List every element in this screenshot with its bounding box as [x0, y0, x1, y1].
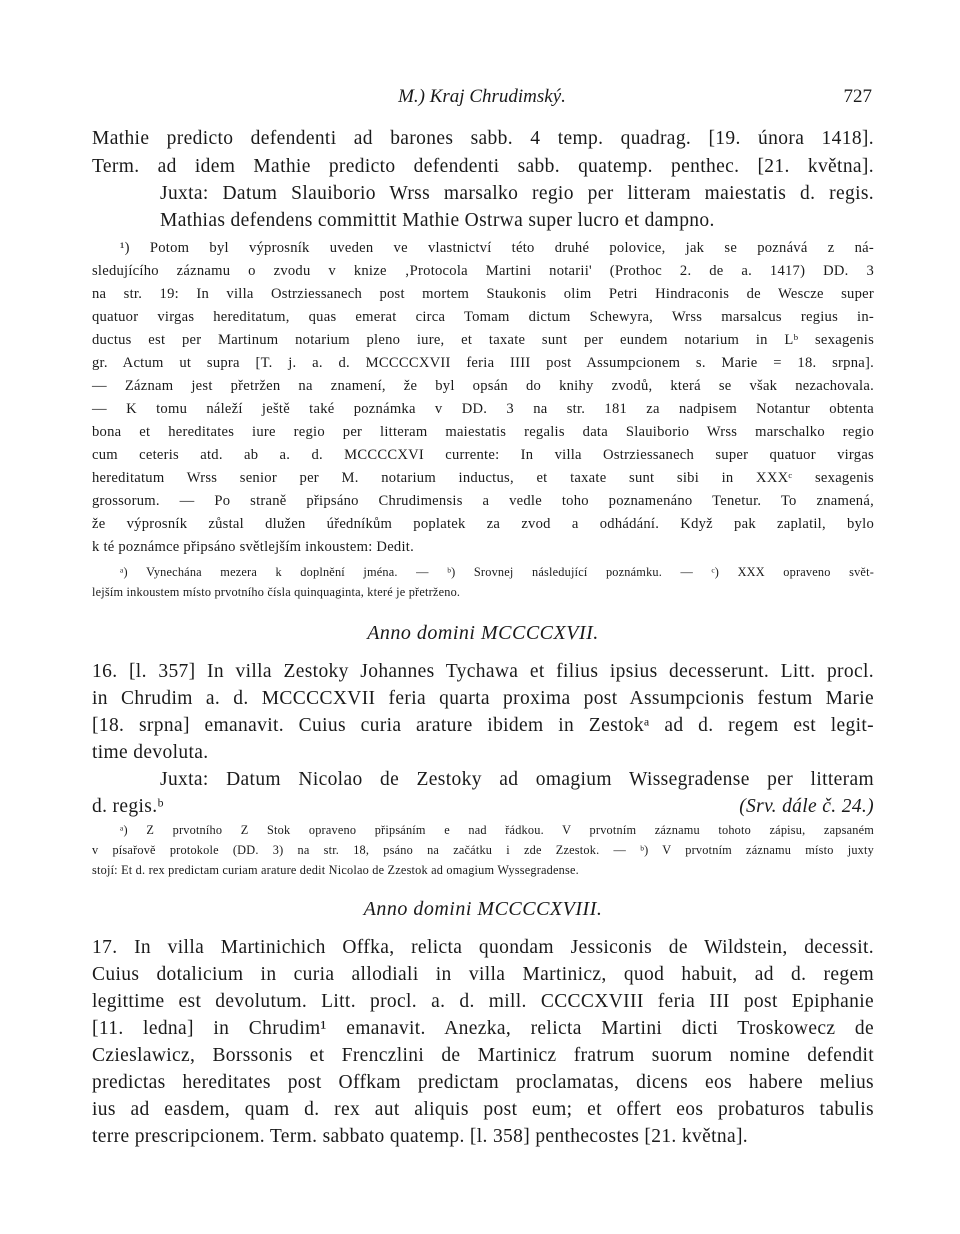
apparatus-line: stojí: Et d. rex predictam curiam arature dedit Nicolao de Zzestok ad omagium Wyssegradense. [92, 863, 579, 877]
apparatus-line: lejším inkoustem místo prvotního čísla quinquaginta, které je přetrženo. [92, 585, 461, 599]
entry-line: [18. srpna] emanavit. Cuius curia arature ibidem in Zestokᵃ ad d. regem est legit- [92, 715, 874, 736]
apparatus-line: ᵃ) Z prvotního Z Stok opraveno připsáním e nad řádkou. V prvotním záznamu tohoto zápisu, zapsaném [120, 823, 874, 837]
footnote-line: k té poznámce připsáno světlejším inkoustem: Dedit. [92, 539, 414, 555]
cross-reference: (Srv. dále č. 24.) [739, 796, 874, 817]
section-heading: Anno domini MCCCCXVII. [367, 622, 599, 644]
entry-line: 17. In villa Martinichich Offka, relicta quondam Jessiconis de Wildstein, decessit. [92, 937, 874, 958]
entry-line: in Chrudim a. d. MCCCCXVII feria quarta proxima post Assumpcionis festum Marie [92, 688, 874, 709]
entry-line: [11. ledna] in Chrudim¹ emanavit. Anezka, relicta Martini dicti Troskowecz de [92, 1018, 874, 1039]
running-header [92, 86, 872, 110]
entry-line: Juxta: Datum Nicolao de Zestoky ad omagium Wissegradense per litteram [160, 769, 874, 790]
footnote-line: hereditatum Wrss senior per M. notarium inductus, et taxate sunt sibi in XXXᶜ sexagenis [92, 470, 874, 486]
footnote-line: ¹) Potom byl výprosník uveden ve vlastnictví této druhé polovice, jak se poznává z ná- [120, 240, 874, 256]
apparatus-line: ᵃ) Vynechána mezera k doplnění jména. — ᵇ) Srovnej následující poznámku. — ᶜ) XXX opraveno svět- [120, 565, 874, 579]
footnote-line: sledujícího záznamu o zvodu v knize ‚Protocola Martini notarii' (Prothoc 2. de a. 1417) DD. 3 [92, 263, 874, 279]
section-heading: Anno domini MCCCCXVIII. [363, 898, 603, 920]
running-title: M.) Kraj Chrudimský. [398, 86, 566, 107]
footnote-line: ductus est per Martinum notarium pleno iure, et taxate sunt per eundem notarium in Lᵇ sexagenis [92, 332, 874, 348]
text-line: Mathie predicto defendenti ad barones sabb. 4 temp. quadrag. [19. února 1418]. [92, 128, 874, 149]
footnote-line: bona et hereditates iure regio per litteram maiestatis regalis data Slauiborio Wrss marschalko regio [92, 424, 874, 440]
entry-line: time devoluta. [92, 742, 209, 763]
text-line: Mathias defendens committit Mathie Ostrwa super lucro et dampno. [160, 210, 715, 231]
entry-line: ius ad easdem, quam d. rex aut aliquis post eum; et offert eos probaturos tabulis [92, 1099, 874, 1120]
entry-line: predictas hereditates post Offkam predictam proclamatas, dicens eos habere melius [92, 1072, 874, 1093]
footnote-line: quatuor virgas hereditatum, quas emerat circa Tomam dictum Schewyra, Wrss marsalcus regius in- [92, 309, 874, 325]
apparatus-line: v písařově protokole (DD. 3) na str. 18, psáno na začátku i zde Zzestok. — ᵇ) V prvotním záznamu místo juxty [92, 843, 874, 857]
footnote-line: na str. 19: In villa Ostrziessanech post mortem Staukonis olim Petri Hindraconis de Wescze super [92, 286, 874, 302]
entry-line: Cuius dotalicium in curia allodiali in villa Martinicz, quod habuit, ad d. regem [92, 964, 874, 985]
entry-line: Czieslawicz, Borssonis et Frenczlini de Martinicz fratrum suorum nomine defendit [92, 1045, 874, 1066]
footnote-line: že výprosník zůstal dlužen úředníkům poplatek za zvod a odhádání. Když pak zaplatil, bylo [92, 516, 874, 532]
footnote-line: gr. Actum ut supra [T. j. a. d. MCCCCXVII feria IIII post Assumpcionem s. Marie = 18. srpna]. [92, 355, 874, 371]
page-number: 727 [843, 86, 872, 107]
entry-line: legittime est devolutum. Litt. procl. a. d. mill. CCCCXVIII feria III post Epiphanie [92, 991, 874, 1012]
footnote-line: — Záznam jest přetržen na znamení, že byl opsán do knihy zvodů, která se však nezachovala. [92, 378, 874, 394]
footnote-line: cum ceteris atd. ab a. d. MCCCCXVI currente: In villa Ostrziessanech super quatuor virgas [92, 447, 874, 463]
footnote-line: — K tomu náleží ještě také poznámka v DD. 3 na str. 181 za nadpisem Notantur obtenta [92, 401, 874, 417]
footnote-line: grossorum. — Po straně připsáno Chrudimensis a vedle toho poznamenáno Tenetur. To znamená, [92, 493, 874, 509]
text-line: Term. ad idem Mathie predicto defendenti sabb. quatemp. penthec. [21. května]. [92, 156, 874, 177]
text-line: Juxta: Datum Slauiborio Wrss marsalko regio per litteram maiestatis d. regis. [160, 183, 874, 204]
entry-line: 16. [l. 357] In villa Zestoky Johannes Tychawa et filius ipsius decesserunt. Litt. procl. [92, 661, 874, 682]
entry-line: d. regis.ᵇ [92, 796, 164, 817]
entry-line: terre prescripcionem. Term. sabbato quatemp. [l. 358] penthecostes [21. května]. [92, 1126, 749, 1147]
